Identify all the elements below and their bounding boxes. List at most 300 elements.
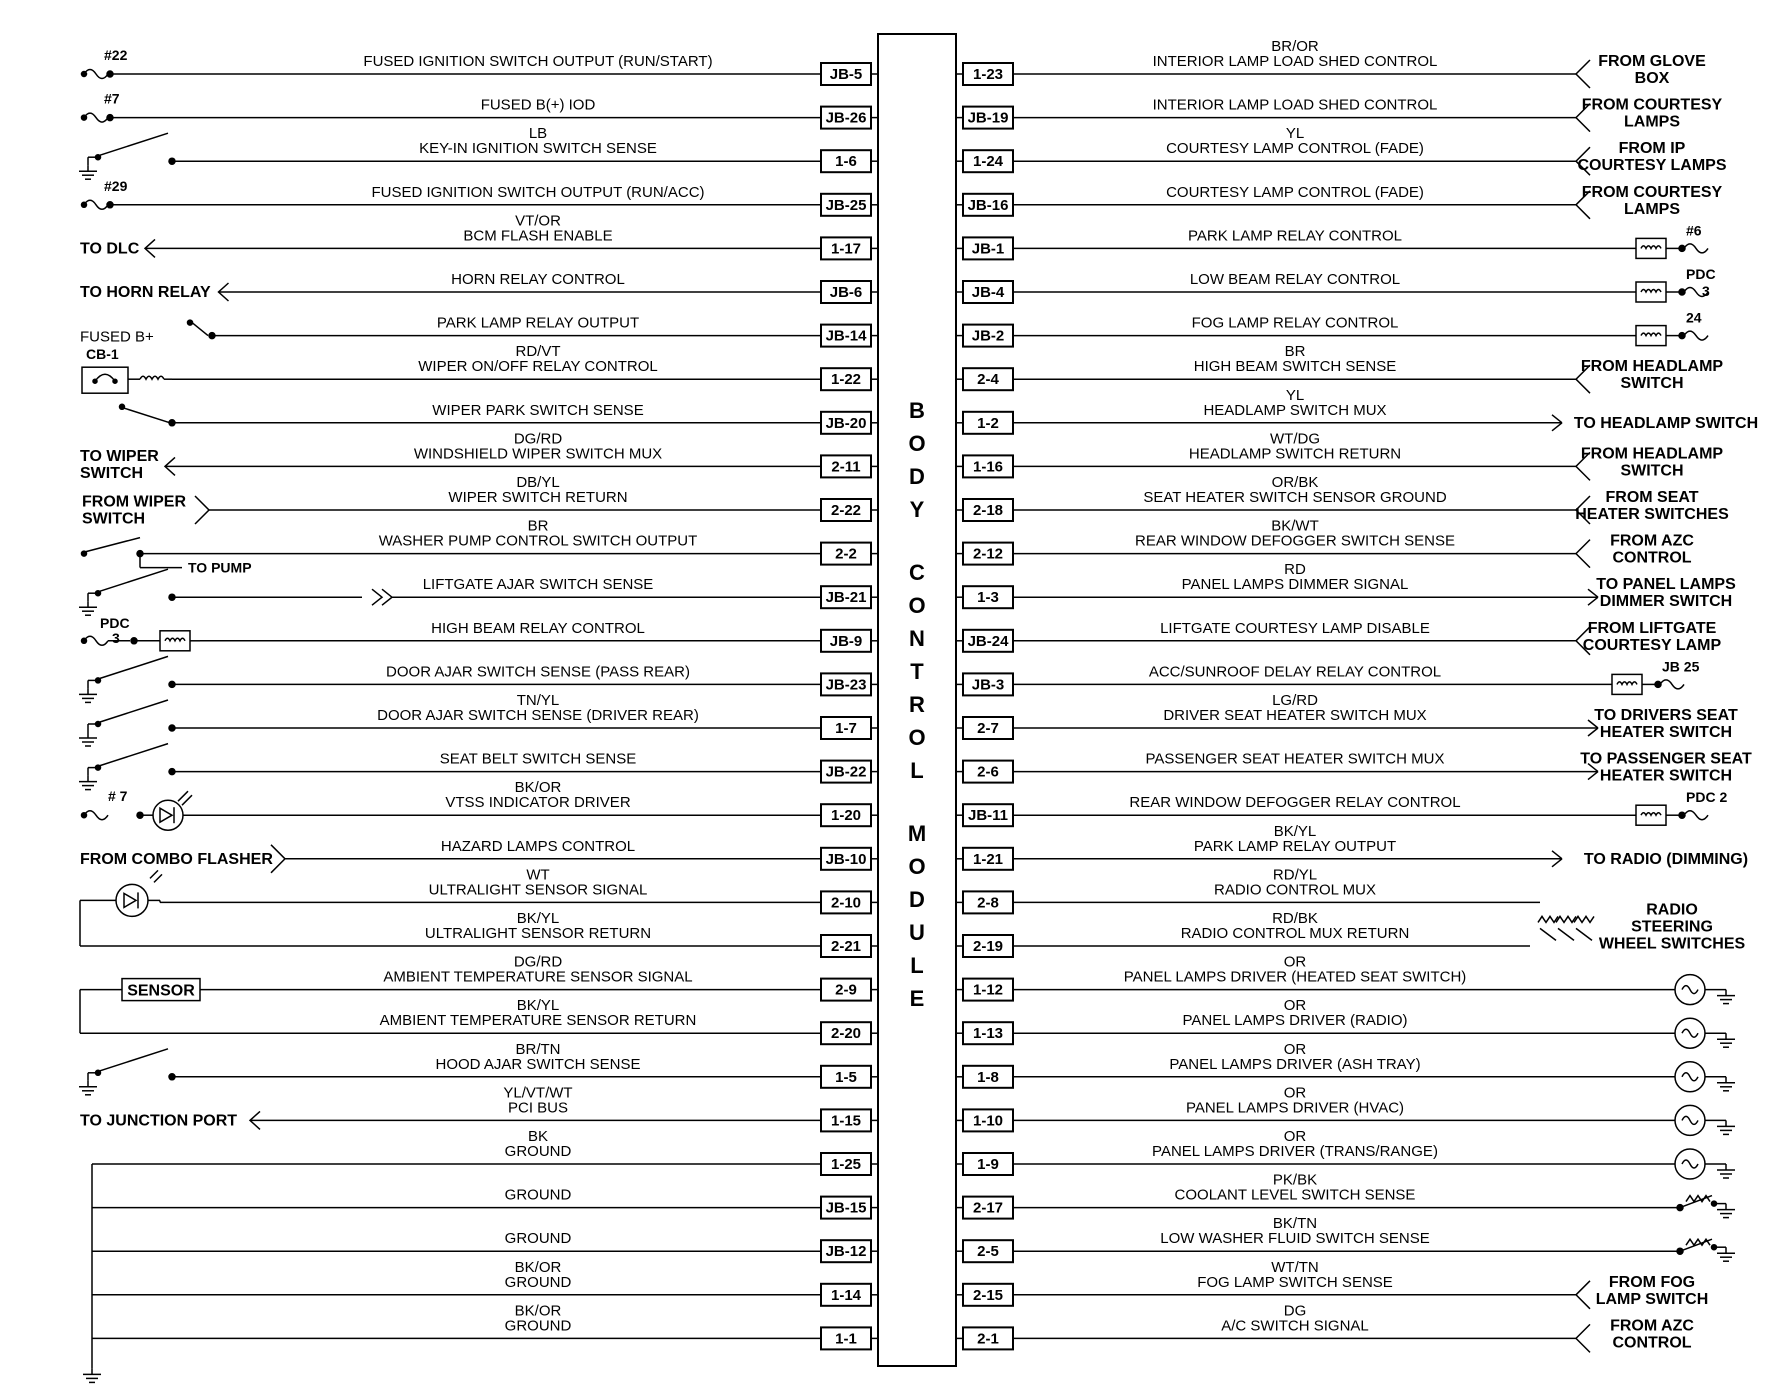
destination-label: FROM HEADLAMP	[1580, 358, 1724, 376]
right-row	[956, 474, 1729, 524]
left-row	[83, 1302, 878, 1382]
right-row	[956, 751, 1752, 785]
pin-label: 1-9	[977, 1156, 999, 1173]
pin-label: 1-21	[972, 850, 1004, 868]
circuit-label: INTERIOR LAMP LOAD SHED CONTROL	[1152, 53, 1438, 70]
wire-color: YL	[1285, 386, 1305, 404]
wire-color: PK/BK	[1272, 1171, 1318, 1189]
circuit-label: A/C SWITCH SIGNAL	[1221, 1317, 1369, 1335]
wire-color: BR/OR	[1271, 38, 1319, 55]
switch-icon	[86, 538, 140, 552]
resistor-icon	[1538, 916, 1558, 922]
wire-color: BK/YL	[516, 997, 560, 1015]
circuit-label: FOG LAMP RELAY CONTROL	[1191, 314, 1399, 332]
right-row	[956, 518, 1694, 568]
pin-label: 1-10	[972, 1112, 1004, 1130]
right-row	[956, 1084, 1735, 1135]
pin-label: 1-8	[977, 1068, 999, 1086]
node-dot	[120, 404, 125, 409]
pin-label: JB-25	[825, 196, 867, 214]
pin-label: 1-22	[830, 371, 862, 389]
circuit-label: LOW WASHER FLUID SWITCH SENSE	[1160, 1230, 1430, 1248]
left-row	[80, 315, 878, 347]
destination-label: TO HEADLAMP SWITCH	[1573, 414, 1759, 432]
node-dot	[82, 202, 87, 207]
pin-label: 2-5	[977, 1243, 999, 1261]
resistor-icon	[1574, 916, 1594, 922]
led-icon	[160, 808, 172, 822]
circuit-label: PASSENGER SEAT HEATER SWITCH MUX	[1145, 750, 1445, 768]
wire-color: BR	[1284, 343, 1306, 361]
wire-color: BK/WT	[1271, 517, 1319, 535]
pin-label: 1-16	[972, 458, 1004, 476]
circuit-label: COOLANT LEVEL SWITCH SENSE	[1174, 1186, 1416, 1204]
pin-label: JB-20	[825, 414, 867, 432]
switch-icon	[192, 323, 208, 336]
resistor-icon	[1556, 916, 1576, 922]
pin-label: JB-21	[825, 589, 867, 607]
wire-color: WT	[526, 866, 550, 884]
right-row	[956, 823, 1748, 870]
wire-color: TN/YL	[516, 692, 560, 709]
arrow-right-icon	[1588, 597, 1598, 605]
left-row	[80, 997, 878, 1044]
circuit-label: PARK LAMP RELAY OUTPUT	[436, 314, 640, 332]
destination-label: TO PANEL LAMPS	[1596, 576, 1736, 594]
wire-color: BK/OR	[514, 779, 562, 797]
pin-label: JB-3	[971, 676, 1005, 694]
wire-color: DG/RD	[513, 953, 563, 971]
pin-label: 2-12	[972, 545, 1004, 563]
destination-label: FROM AZC	[1610, 532, 1694, 550]
circuit-label: REAR WINDOW DEFOGGER RELAY CONTROL	[1129, 794, 1461, 812]
wire-color: BK/OR	[514, 1258, 562, 1276]
pin-label: 2-21	[830, 938, 862, 955]
module-letter: L	[910, 953, 924, 978]
right-row	[956, 561, 1736, 610]
pin-label: JB-16	[967, 196, 1009, 214]
switch-icon	[1576, 928, 1592, 940]
destination-label: SENSOR	[127, 982, 195, 1000]
destination-label: TO DLC	[80, 240, 140, 258]
circuit-label: PANEL LAMPS DRIVER (ASH TRAY)	[1169, 1055, 1421, 1073]
wire-color: OR	[1283, 997, 1307, 1015]
wire-color: RD/YL	[1272, 866, 1318, 884]
body-control-module	[878, 34, 956, 1366]
module-letter: O	[908, 725, 926, 750]
destination-label: TO WIPER	[80, 447, 159, 465]
node-dot	[96, 678, 101, 683]
connector-in-icon	[1576, 540, 1590, 568]
left-row	[120, 402, 879, 434]
destination-label: TO PASSENGER SEAT	[1580, 750, 1752, 768]
wire-color: BK/OR	[514, 1302, 562, 1320]
pin-label: 1-6	[835, 153, 857, 171]
pin-label: 2-1	[977, 1330, 999, 1348]
pin-label: 2-19	[972, 938, 1004, 955]
circuit-label: COURTESY LAMP CONTROL (FADE)	[1166, 183, 1424, 201]
circuit-label: VTSS INDICATOR DRIVER	[445, 794, 631, 812]
node-dot	[96, 765, 101, 770]
destination-label: FROM LIFTGATE	[1587, 619, 1717, 637]
left-row	[79, 1041, 878, 1095]
destination-label: TO PUMP	[188, 559, 252, 576]
right-row	[956, 343, 1723, 393]
module-letter: U	[909, 920, 925, 945]
circuit-label: DRIVER SEAT HEATER SWITCH MUX	[1163, 707, 1427, 724]
left-row	[79, 744, 878, 790]
right-row	[956, 789, 1727, 826]
pin-label: 2-17	[972, 1199, 1004, 1217]
pin-label: JB-9	[829, 632, 863, 650]
right-row	[956, 222, 1708, 259]
pin-label: JB-14	[825, 327, 867, 345]
right-row	[956, 1215, 1735, 1262]
fuse-label: JB 25	[1662, 658, 1700, 675]
circuit-label: HEADLAMP SWITCH RETURN	[1188, 445, 1402, 463]
pin-label: 1-15	[830, 1112, 862, 1130]
node-dot	[96, 591, 101, 596]
module-letter: D	[909, 887, 925, 912]
wire-color: RD/VT	[515, 343, 561, 361]
pin-label: 2-20	[830, 1025, 862, 1043]
left-row	[79, 125, 878, 179]
circuit-breaker-icon	[95, 374, 115, 381]
circuit-label: WASHER PUMP CONTROL SWITCH OUTPUT	[378, 532, 698, 550]
pin-label: 1-13	[972, 1025, 1004, 1043]
destination-label: FROM GLOVE	[1598, 53, 1706, 70]
left-row	[82, 518, 879, 576]
module-letter: T	[910, 659, 924, 684]
fuse-icon	[84, 113, 108, 122]
circuit-label: SEAT HEATER SWITCH SENSOR GROUND	[1143, 489, 1447, 506]
wire-color: VT/OR	[515, 212, 561, 230]
pin-label: 2-2	[835, 545, 857, 563]
pin-label: 2-22	[830, 502, 862, 519]
right-row	[956, 997, 1735, 1048]
arrow-right-icon	[1552, 423, 1562, 431]
wire-color: OR	[1283, 1128, 1307, 1145]
circuit-label: PANEL LAMPS DIMMER SIGNAL	[1181, 576, 1409, 594]
node-dot	[113, 379, 117, 383]
photo-diode-icon	[124, 893, 136, 907]
circuit-label: KEY-IN IGNITION SWITCH SENSE	[419, 140, 657, 158]
destination-label: FROM COURTESY	[1581, 183, 1723, 201]
circuit-label: DOOR AJAR SWITCH SENSE (PASS REAR)	[386, 663, 690, 681]
pin-label: 1-14	[830, 1286, 862, 1304]
right-row	[956, 38, 1706, 88]
right-row	[956, 692, 1738, 741]
destination-label: TO HORN RELAY	[80, 284, 211, 301]
pin-label: JB-22	[825, 763, 867, 781]
circuit-label: FUSED IGNITION SWITCH OUTPUT (RUN/ACC)	[371, 183, 705, 201]
pin-label: JB-6	[829, 284, 863, 301]
node-dot	[82, 638, 87, 643]
fuse-label: 3	[1702, 283, 1710, 299]
pin-label: 1-17	[830, 240, 862, 258]
wire-color: OR/BK	[1271, 474, 1319, 491]
circuit-label: COURTESY LAMP CONTROL (FADE)	[1166, 140, 1424, 158]
wire-color: RD	[1284, 561, 1306, 579]
fuse-icon	[84, 636, 108, 645]
circuit-label: AMBIENT TEMPERATURE SENSOR SIGNAL	[383, 968, 693, 986]
destination-label: SWITCH	[82, 510, 146, 528]
module-letter: L	[910, 758, 924, 783]
pin-label: 2-11	[831, 458, 861, 476]
node-dot	[82, 72, 87, 77]
node-dot	[82, 551, 87, 556]
destination-label: RADIO	[1646, 901, 1698, 919]
switch-icon	[100, 744, 168, 766]
fuse-label: #29	[104, 177, 128, 194]
circuit-label: FUSED B(+) IOD	[480, 96, 596, 114]
pin-label: JB-23	[825, 676, 867, 694]
fuse-label: #22	[104, 47, 128, 63]
node-dot	[96, 722, 101, 727]
module-letter: C	[909, 560, 925, 585]
wire-color: OR	[1283, 1040, 1307, 1058]
circuit-label: ULTRALIGHT SENSOR SIGNAL	[428, 881, 648, 899]
circuit-label: RADIO CONTROL MUX RETURN	[1180, 925, 1410, 942]
wire-color: DG/RD	[513, 430, 563, 448]
relay-coil-icon	[1641, 290, 1661, 293]
wire-color: BK/YL	[516, 910, 560, 927]
destination-label: FROM AZC	[1610, 1317, 1694, 1335]
circuit-label: SEAT BELT SWITCH SENSE	[439, 750, 637, 768]
wire-color: BK/TN	[1272, 1215, 1318, 1233]
pin-label: 2-6	[977, 763, 999, 781]
circuit-label: DOOR AJAR SWITCH SENSE (DRIVER REAR)	[377, 707, 699, 724]
circuit-label: BCM FLASH ENABLE	[463, 227, 613, 245]
module-letter: B	[909, 398, 925, 423]
fuse-label: 24	[1686, 309, 1702, 326]
wire-color: BK	[527, 1128, 549, 1145]
circuit-label: LOW BEAM RELAY CONTROL	[1189, 271, 1401, 288]
switch-icon	[100, 569, 168, 591]
wire-color: RD/BK	[1272, 910, 1318, 927]
connector-icon	[372, 589, 382, 605]
pin-label: JB-5	[829, 66, 863, 83]
left-row	[80, 910, 878, 957]
wire-color: LB	[528, 125, 548, 143]
destination-label: TO RADIO (DIMMING)	[1583, 850, 1749, 868]
fuse-icon	[84, 70, 108, 79]
destination-label: COURTESY LAMP	[1582, 636, 1722, 654]
destination-label: CB-1	[86, 346, 119, 363]
pin-label: 2-8	[977, 894, 999, 912]
pin-label: 1-1	[835, 1330, 857, 1348]
destination-label: LAMPS	[1624, 113, 1680, 131]
left-row	[82, 474, 878, 528]
module-letter: O	[908, 593, 926, 618]
left-row	[82, 343, 878, 393]
pin-label: 1-20	[830, 807, 862, 825]
fuse-icon	[1684, 811, 1708, 820]
pin-label: JB-12	[825, 1243, 867, 1261]
connector-in-icon	[1576, 1324, 1590, 1352]
circuit-label: PANEL LAMPS DRIVER (HVAC)	[1185, 1099, 1405, 1117]
circuit-label: RADIO CONTROL MUX	[1214, 881, 1376, 899]
left-row	[80, 271, 878, 303]
circuit-label: WIPER SWITCH RETURN	[448, 489, 628, 506]
destination-label: FROM HEADLAMP	[1580, 445, 1724, 463]
left-row	[82, 47, 879, 85]
right-row	[956, 125, 1727, 175]
switch-icon	[100, 656, 168, 678]
pin-label: 1-23	[972, 66, 1004, 83]
fuse-icon	[1684, 331, 1708, 340]
pin-label: 2-18	[972, 502, 1004, 519]
module-letter: D	[909, 464, 925, 489]
circuit-label: PARK LAMP RELAY CONTROL	[1188, 227, 1402, 245]
circuit-label: HEADLAMP SWITCH MUX	[1203, 401, 1387, 419]
relay-coil-icon	[1641, 246, 1661, 249]
circuit-label: PANEL LAMPS DRIVER (RADIO)	[1182, 1012, 1408, 1030]
wire-color: DG	[1283, 1302, 1307, 1320]
switch-icon	[100, 133, 168, 155]
fuse-label: # 7	[108, 788, 128, 805]
destination-label: FROM FOG	[1608, 1273, 1696, 1291]
arrow-right-icon	[1552, 851, 1562, 859]
wire-color: YL/VT/WT	[503, 1084, 573, 1102]
switch-icon	[100, 1049, 168, 1071]
left-row	[92, 1259, 878, 1306]
pin-label: JB-2	[971, 327, 1005, 345]
circuit-label: GROUND	[504, 1186, 572, 1204]
right-row	[956, 184, 1723, 219]
destination-label: FROM WIPER	[82, 493, 186, 511]
destination-label: CONTROL	[1612, 549, 1692, 567]
circuit-label: ACC/SUNROOF DELAY RELAY CONTROL	[1148, 663, 1442, 681]
circuit-label: PCI BUS	[507, 1099, 569, 1117]
fuse-label: PDC	[1686, 266, 1716, 282]
pin-label: JB-24	[967, 632, 1009, 650]
wire-color: BK/YL	[1273, 822, 1317, 840]
left-row	[79, 656, 878, 702]
circuit-label: ULTRALIGHT SENSOR RETURN	[424, 925, 652, 942]
wire-color: WT/DG	[1270, 430, 1320, 448]
circuit-label: INTERIOR LAMP LOAD SHED CONTROL	[1152, 96, 1438, 114]
pin-label: 1-5	[835, 1068, 857, 1086]
pin-label: 2-10	[830, 894, 862, 912]
pin-label: 1-25	[830, 1156, 862, 1173]
wire-color: YL	[1285, 125, 1305, 143]
pin-label: JB-15	[825, 1199, 867, 1217]
right-row	[956, 910, 1530, 957]
module-letter: O	[908, 431, 926, 456]
circuit-label: AMBIENT TEMPERATURE SENSOR RETURN	[379, 1012, 697, 1030]
destination-label: CONTROL	[1612, 1334, 1692, 1352]
pin-label: JB-11	[967, 807, 1009, 825]
arrow-right-icon	[1552, 415, 1562, 423]
lamp-icon	[1682, 1116, 1698, 1124]
left-row	[82, 615, 879, 652]
wire-color: OR	[1283, 1084, 1307, 1102]
node-dot	[82, 115, 87, 120]
destination-label: FROM IP	[1618, 140, 1686, 158]
fuse-icon	[1684, 244, 1708, 253]
wire-color: BR	[527, 517, 549, 535]
destination-label: FROM COMBO FLASHER	[80, 850, 273, 868]
circuit-label: FOG LAMP SWITCH SENSE	[1197, 1273, 1393, 1291]
left-row	[82, 779, 879, 830]
left-row	[92, 1230, 878, 1262]
fuse-label: #7	[104, 90, 120, 107]
module-letter: M	[907, 821, 927, 846]
pin-label: 1-7	[835, 720, 857, 737]
wire-color: WT/TN	[1271, 1258, 1319, 1276]
destination-label: SWITCH	[1620, 462, 1684, 480]
pin-label: JB-1	[971, 240, 1005, 258]
lamp-icon	[1682, 986, 1698, 994]
node-dot	[96, 1070, 101, 1075]
right-row	[956, 97, 1723, 132]
right-row	[956, 954, 1735, 1005]
photo-diode-icon	[116, 884, 148, 916]
destination-label: COURTESY LAMPS	[1577, 157, 1727, 175]
fuse-label: 3	[112, 629, 120, 646]
module-letter: N	[909, 626, 925, 651]
connector-in-icon	[271, 845, 285, 873]
circuit-label: WINDSHIELD WIPER SWITCH MUX	[413, 445, 663, 463]
destination-label: WHEEL SWITCHES	[1598, 935, 1746, 953]
relay-coil-icon	[165, 638, 185, 641]
right-row	[956, 430, 1723, 480]
pin-label: JB-4	[971, 284, 1005, 301]
circuit-label: HOOD AJAR SWITCH SENSE	[435, 1055, 641, 1073]
circuit-label: WIPER PARK SWITCH SENSE	[432, 401, 644, 419]
circuit-label: PANEL LAMPS DRIVER (TRANS/RANGE)	[1152, 1143, 1438, 1160]
circuit-label: GROUND	[504, 1317, 572, 1335]
fuse-icon	[84, 811, 108, 820]
wire-color: LG/RD	[1272, 692, 1318, 709]
left-row	[92, 1128, 878, 1368]
destination-label: STEERING	[1631, 918, 1713, 936]
arrow-right-icon	[1552, 859, 1562, 867]
right-row	[956, 1302, 1694, 1352]
destination-label: TO DRIVERS SEAT	[1594, 707, 1738, 724]
right-row	[956, 658, 1700, 695]
left-row	[92, 1187, 878, 1219]
fuse-label: PDC	[100, 614, 130, 631]
destination-label: LAMPS	[1624, 200, 1680, 218]
lamp-icon	[1682, 1160, 1698, 1168]
right-row	[956, 620, 1722, 655]
circuit-label: REAR WINDOW DEFOGGER SWITCH SENSE	[1134, 532, 1456, 550]
pin-label: 1-2	[977, 414, 999, 432]
circuit-label: FUSED IGNITION SWITCH OUTPUT (RUN/START)	[363, 53, 713, 70]
wire-color: OR	[1283, 953, 1307, 971]
destination-label: FROM SEAT	[1605, 489, 1699, 506]
circuit-label: LIFTGATE AJAR SWITCH SENSE	[422, 576, 654, 594]
wire-color: BR/TN	[515, 1040, 561, 1058]
left-row	[80, 212, 878, 259]
module-letter: R	[909, 692, 925, 717]
pin-label: JB-10	[825, 850, 867, 868]
circuit-label: HIGH BEAM RELAY CONTROL	[431, 619, 645, 637]
circuit-breaker-icon	[82, 367, 128, 393]
switch-icon	[1558, 928, 1574, 940]
circuit-label: HIGH BEAM SWITCH SENSE	[1193, 358, 1397, 376]
led-icon	[153, 800, 183, 830]
destination-label: FROM COURTESY	[1581, 96, 1723, 114]
lamp-icon	[1682, 1073, 1698, 1081]
destination-label: DIMMER SWITCH	[1599, 593, 1733, 611]
fuse-label: #6	[1686, 222, 1702, 239]
destination-label: SWITCH	[80, 464, 144, 482]
module-letter: Y	[909, 497, 925, 522]
photo-diode-icon	[150, 870, 158, 878]
